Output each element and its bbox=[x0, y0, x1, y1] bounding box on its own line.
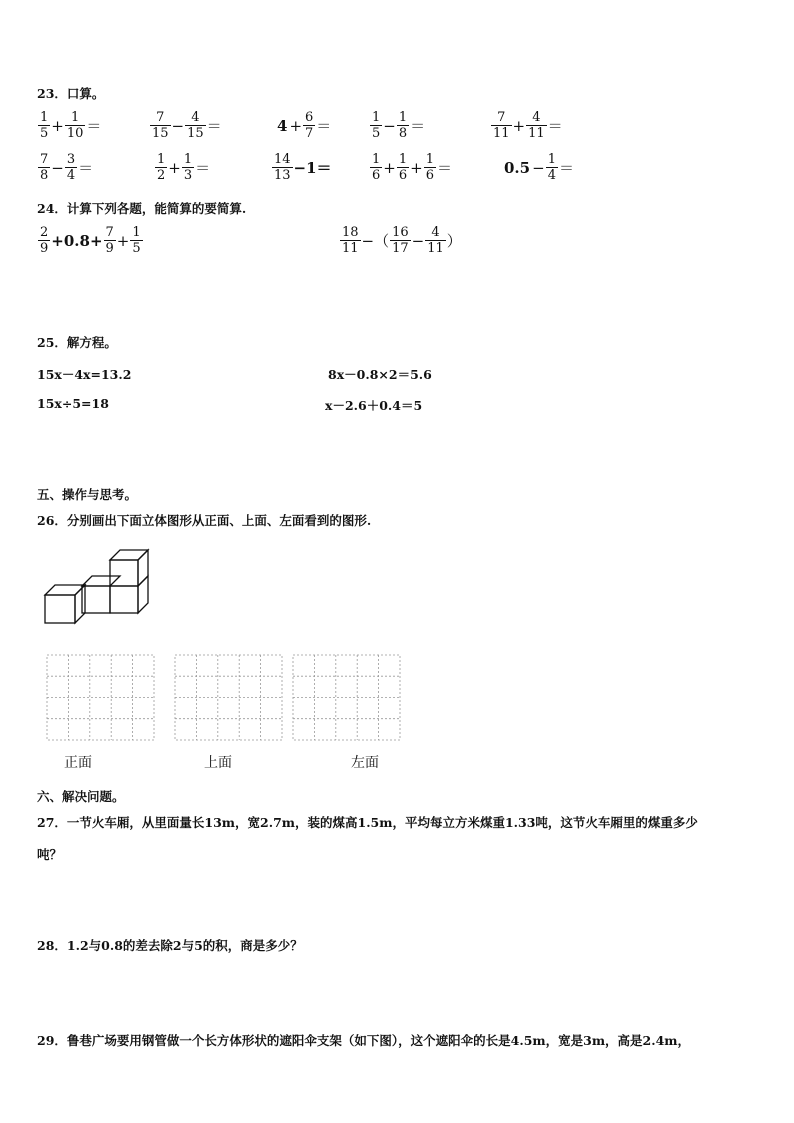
q23-r2-e3: $\frac{14}{13}$ −1＝ bbox=[274, 152, 332, 183]
q23-r1-e3: 4 + $\frac{6}{7}$ ＝ bbox=[277, 110, 332, 141]
q23-r1-e2: $\frac{7}{15}$ − $\frac{4}{15}$ ＝ bbox=[152, 110, 222, 141]
q26-title: 26．分别画出下面立体图形从正面、上面、左面看到的图形. bbox=[37, 513, 372, 528]
q23-r2-e2: $\frac{1}{2}$ + $\frac{1}{3}$ ＝ bbox=[157, 152, 211, 183]
q25-equation-3: 15x÷5=18 bbox=[37, 396, 109, 411]
label-top-view: 上面 bbox=[204, 755, 232, 771]
q23-r1-e1: $\frac{1}{5}$ + $\frac{1}{10}$ ＝ bbox=[40, 110, 102, 141]
q24-title: 24．计算下列各题，能简算的要简算. bbox=[37, 201, 247, 216]
q25-equation-4: x－2.6＋0.4＝5 bbox=[325, 398, 423, 413]
q24-expr-2: $\frac{18}{11}$ −（ $\frac{16}{17}$ − $\frac{4}{11}$ ） bbox=[342, 225, 462, 256]
section-6-heading: 六、解决问题。 bbox=[37, 789, 125, 804]
q27-line-1: 27．一节火车厢，从里面量长13m，宽2.7m，装的煤高1.5m，平均每立方米煤重1.33吨，这节火车厢里的煤重多少 bbox=[37, 815, 698, 830]
q29-text: 29．鲁巷广场要用钢管做一个长方体形状的遮阳伞支架（如下图），这个遮阳伞的长是4.5m，宽是3m，高是2.4m， bbox=[37, 1033, 691, 1048]
q28-text: 28．1.2与0.8的差去除2与5的积，商是多少？ bbox=[37, 938, 303, 953]
q23-r1-e4: $\frac{1}{5}$ − $\frac{1}{8}$ ＝ bbox=[372, 110, 426, 141]
q23-r2-e1: $\frac{7}{8}$ − $\frac{3}{4}$ ＝ bbox=[40, 152, 94, 183]
q23-r2-e5: 0.5 − $\frac{1}{4}$ ＝ bbox=[504, 152, 574, 183]
label-left-view: 左面 bbox=[351, 755, 379, 771]
label-front-view: 正面 bbox=[64, 755, 92, 771]
q23-r1-e5: $\frac{7}{11}$ + $\frac{4}{11}$ ＝ bbox=[493, 110, 563, 141]
q27-line-2: 吨？ bbox=[37, 847, 63, 862]
q25-equation-1: 15x－4x=13.2 bbox=[37, 367, 132, 382]
top-view-grid[interactable] bbox=[174, 654, 284, 742]
q25-title: 25．解方程。 bbox=[37, 335, 117, 350]
cube-stack-figure bbox=[40, 545, 155, 627]
q23-r2-e4: $\frac{1}{6}$ + $\frac{1}{6}$ + $\frac{1}{6}$ ＝ bbox=[372, 152, 453, 183]
q24-expr-1: $\frac{2}{9}$ +0.8+ $\frac{7}{9}$ + $\frac{1}{5}$ bbox=[40, 225, 141, 256]
front-view-grid[interactable] bbox=[46, 654, 156, 742]
q23-title: 23．口算。 bbox=[37, 86, 105, 101]
left-view-grid[interactable] bbox=[292, 654, 402, 742]
q25-equation-2: 8x－0.8×2＝5.6 bbox=[328, 367, 432, 382]
section-5-heading: 五、操作与思考。 bbox=[37, 487, 138, 502]
